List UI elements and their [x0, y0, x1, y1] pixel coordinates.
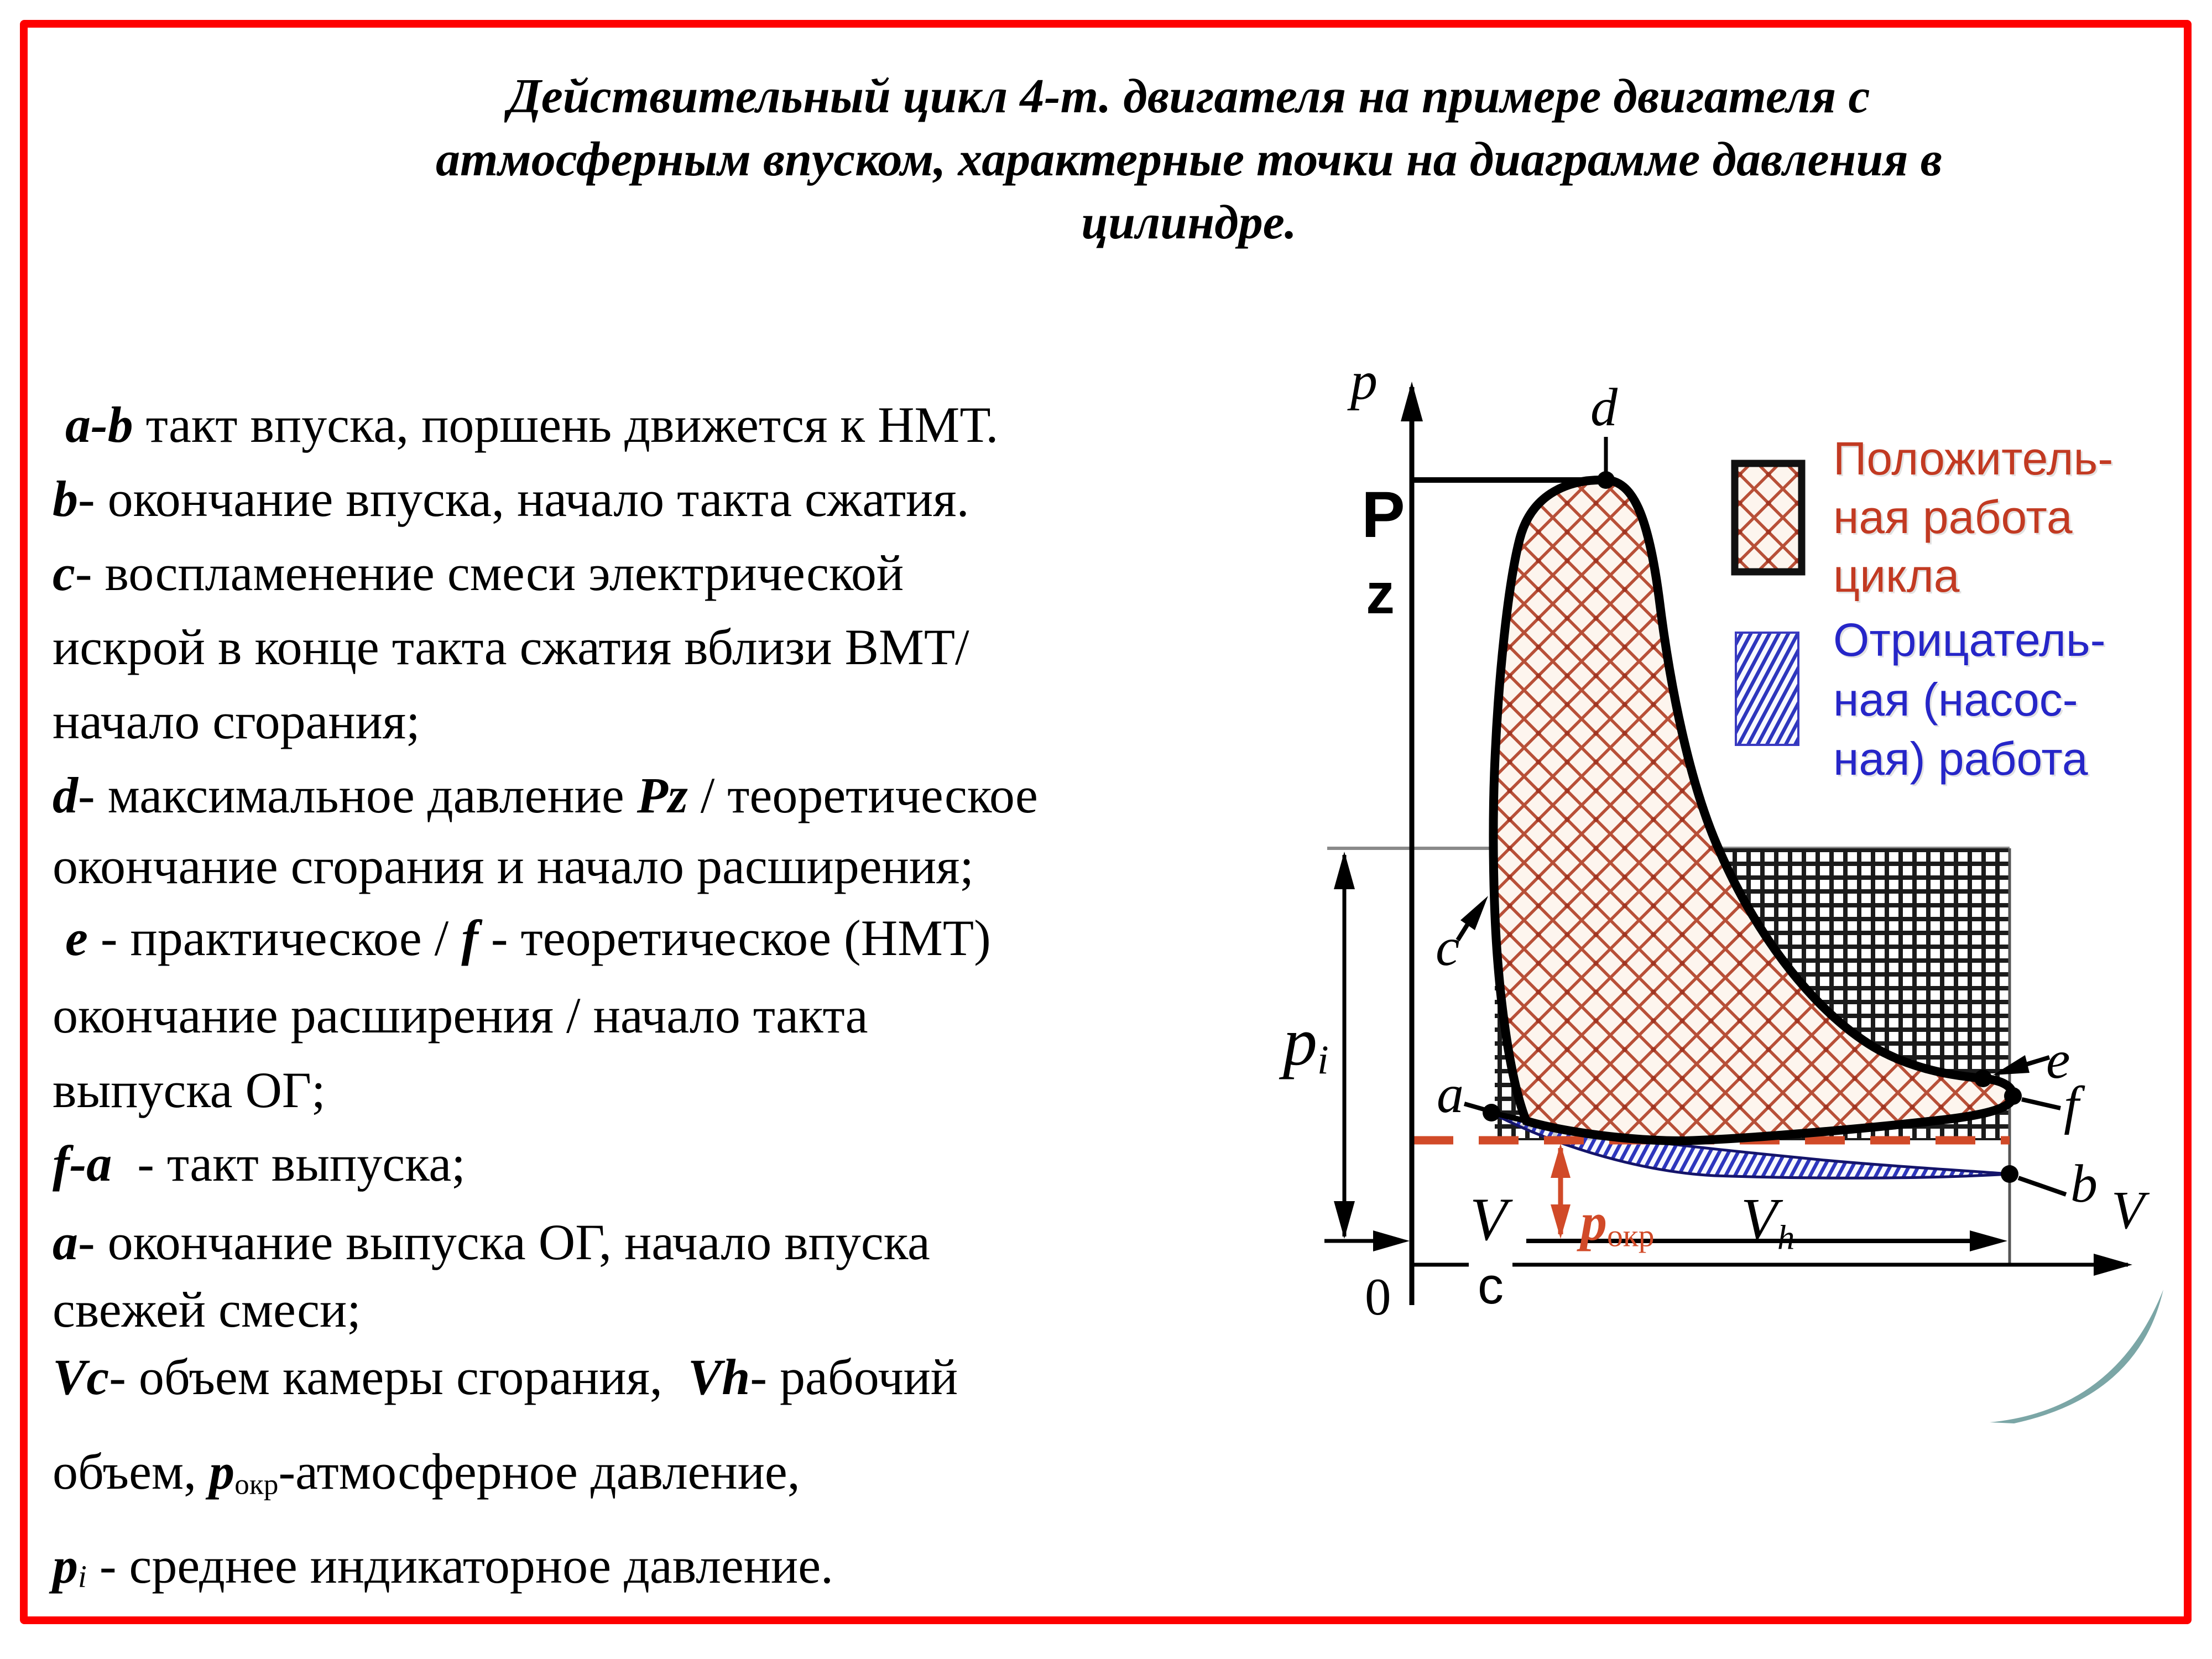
- origin-label: 0: [1365, 1267, 1391, 1326]
- legend-negative-line: ная) работа: [1833, 733, 2088, 785]
- v-axis-label: V: [2111, 1181, 2145, 1240]
- body-text-segment: - воспламенение смеси электрической: [75, 545, 904, 601]
- body-text-segment: свежей смеси;: [53, 1281, 361, 1338]
- body-text-segment: окончание расширения / начало такта: [53, 987, 868, 1044]
- point-c-label: c: [1436, 917, 1460, 977]
- body-text-segment: a-b: [53, 397, 133, 453]
- pokr-sub: окр: [1607, 1218, 1655, 1254]
- point-f-label: f: [2064, 1076, 2079, 1135]
- body-text-segment: Pz: [637, 767, 688, 823]
- legend-positive-swatch: [1735, 463, 1802, 572]
- legend-negative-swatch: [1736, 633, 1798, 745]
- pokr-arrow-down: [1551, 1204, 1571, 1239]
- body-text-segment: e: [65, 910, 88, 966]
- body-text-segment: d: [53, 767, 78, 823]
- chamber-volume-label-c: c: [1469, 1260, 1512, 1316]
- body-text-segment: искрой в конце такта сжатия вблизи ВМТ/: [53, 619, 969, 675]
- legend-positive-line: цикла: [1833, 550, 1960, 602]
- legend-positive-line: ная работа: [1833, 491, 2073, 543]
- body-text-segment: a: [53, 1214, 78, 1270]
- body-text-segment: объем,: [53, 1443, 210, 1500]
- working-volume-label: [1741, 1187, 1795, 1257]
- body-text-segment: окр: [234, 1467, 279, 1501]
- body-text-segment: такт впуска, поршень движется к НМТ.: [133, 397, 999, 453]
- point-f-dot: [2004, 1087, 2022, 1105]
- title-line: атмосферным впуском, характерные точки на диаграмме давления в: [436, 133, 1942, 186]
- pokr-arrow-up: [1551, 1144, 1571, 1178]
- body-text-segment: - объем камеры сгорания,: [109, 1349, 688, 1405]
- corner-swoosh: [1990, 1290, 2163, 1423]
- point-e-label: e: [2046, 1030, 2070, 1090]
- body-text-segment: - практическое /: [87, 910, 462, 966]
- pi-arrow-up: [1334, 852, 1355, 889]
- body-text-segment: - окончание выпуска ОГ, начало впуска: [78, 1214, 930, 1270]
- body-text-segment: окончание сгорания и начало расширения;: [53, 838, 974, 894]
- legend-negative-line: Отрицатель-: [1833, 614, 2106, 666]
- body-text-segment: выпуска ОГ;: [53, 1062, 326, 1118]
- body-text-segment: - теоретическое (НМТ): [478, 910, 991, 966]
- legend-positive-line: Положитель-: [1833, 432, 2114, 484]
- f-callout-line: [2022, 1099, 2060, 1108]
- ambient-pressure-label: [1580, 1192, 1655, 1254]
- body-text-segment: / теоретическое: [687, 767, 1038, 823]
- body-text-segment: p: [53, 1537, 78, 1594]
- body-text-segment: c: [53, 545, 75, 601]
- body-text-segment: Vc: [53, 1349, 109, 1405]
- b-callout-line: [2018, 1178, 2066, 1194]
- title-line: Действительный цикл 4-т. двигателя на примере двигателя с: [508, 70, 1870, 123]
- body-text-segment: - такт выпуска;: [112, 1135, 466, 1192]
- vh-main: V: [1741, 1187, 1777, 1253]
- body-text-segment: p: [209, 1443, 235, 1500]
- point-a-dot: [1483, 1104, 1500, 1121]
- body-text-segment: начало сгорания;: [53, 693, 420, 749]
- body-text-segment: Vh: [687, 1349, 750, 1405]
- point-a-label: a: [1437, 1065, 1464, 1124]
- point-b-label: b: [2070, 1154, 2098, 1214]
- p-axis-label: p: [1350, 351, 1378, 411]
- pi-sub: i: [1317, 1037, 1329, 1083]
- body-text-segment: f-a: [53, 1135, 112, 1192]
- point-e-dot: [1974, 1070, 1992, 1087]
- pi-arrow-down: [1334, 1201, 1355, 1239]
- p-axis-arrowhead: [1401, 382, 1423, 421]
- body-text-segment: -атмосферное давление,: [278, 1443, 800, 1500]
- point-d-label: d: [1590, 378, 1618, 437]
- body-text-segment: - рабочий: [750, 1349, 958, 1405]
- pokr-main: p: [1580, 1192, 1607, 1251]
- title-line: цилиндре.: [1081, 196, 1297, 249]
- baseline-left-arrowhead: [1373, 1230, 1410, 1251]
- mean-pressure-label: [1283, 1004, 1329, 1083]
- body-text-segment: - максимальное давление: [78, 767, 637, 823]
- pi-main: p: [1283, 1004, 1317, 1079]
- v-axis-arrowhead: [2094, 1254, 2132, 1276]
- vh-arrowhead: [1970, 1230, 2007, 1251]
- point-d-dot: [1597, 471, 1615, 489]
- body-text-segment: - среднее индикаторное давление.: [86, 1537, 834, 1594]
- chamber-volume-label-v: V: [1462, 1189, 1515, 1250]
- point-b-dot: [2001, 1165, 2018, 1183]
- body-text-segment: - окончание впуска, начало такта сжатия.: [78, 471, 969, 527]
- body-text-segment: i: [78, 1559, 87, 1594]
- peak-pressure-label-z: z: [1366, 562, 1395, 626]
- body-text-segment: f: [461, 910, 478, 966]
- body-text-segment: b: [53, 471, 78, 527]
- vh-sub: h: [1777, 1218, 1795, 1257]
- legend-negative-line: ная (насос-: [1833, 674, 2078, 726]
- peak-pressure-label-p: P: [1361, 478, 1405, 551]
